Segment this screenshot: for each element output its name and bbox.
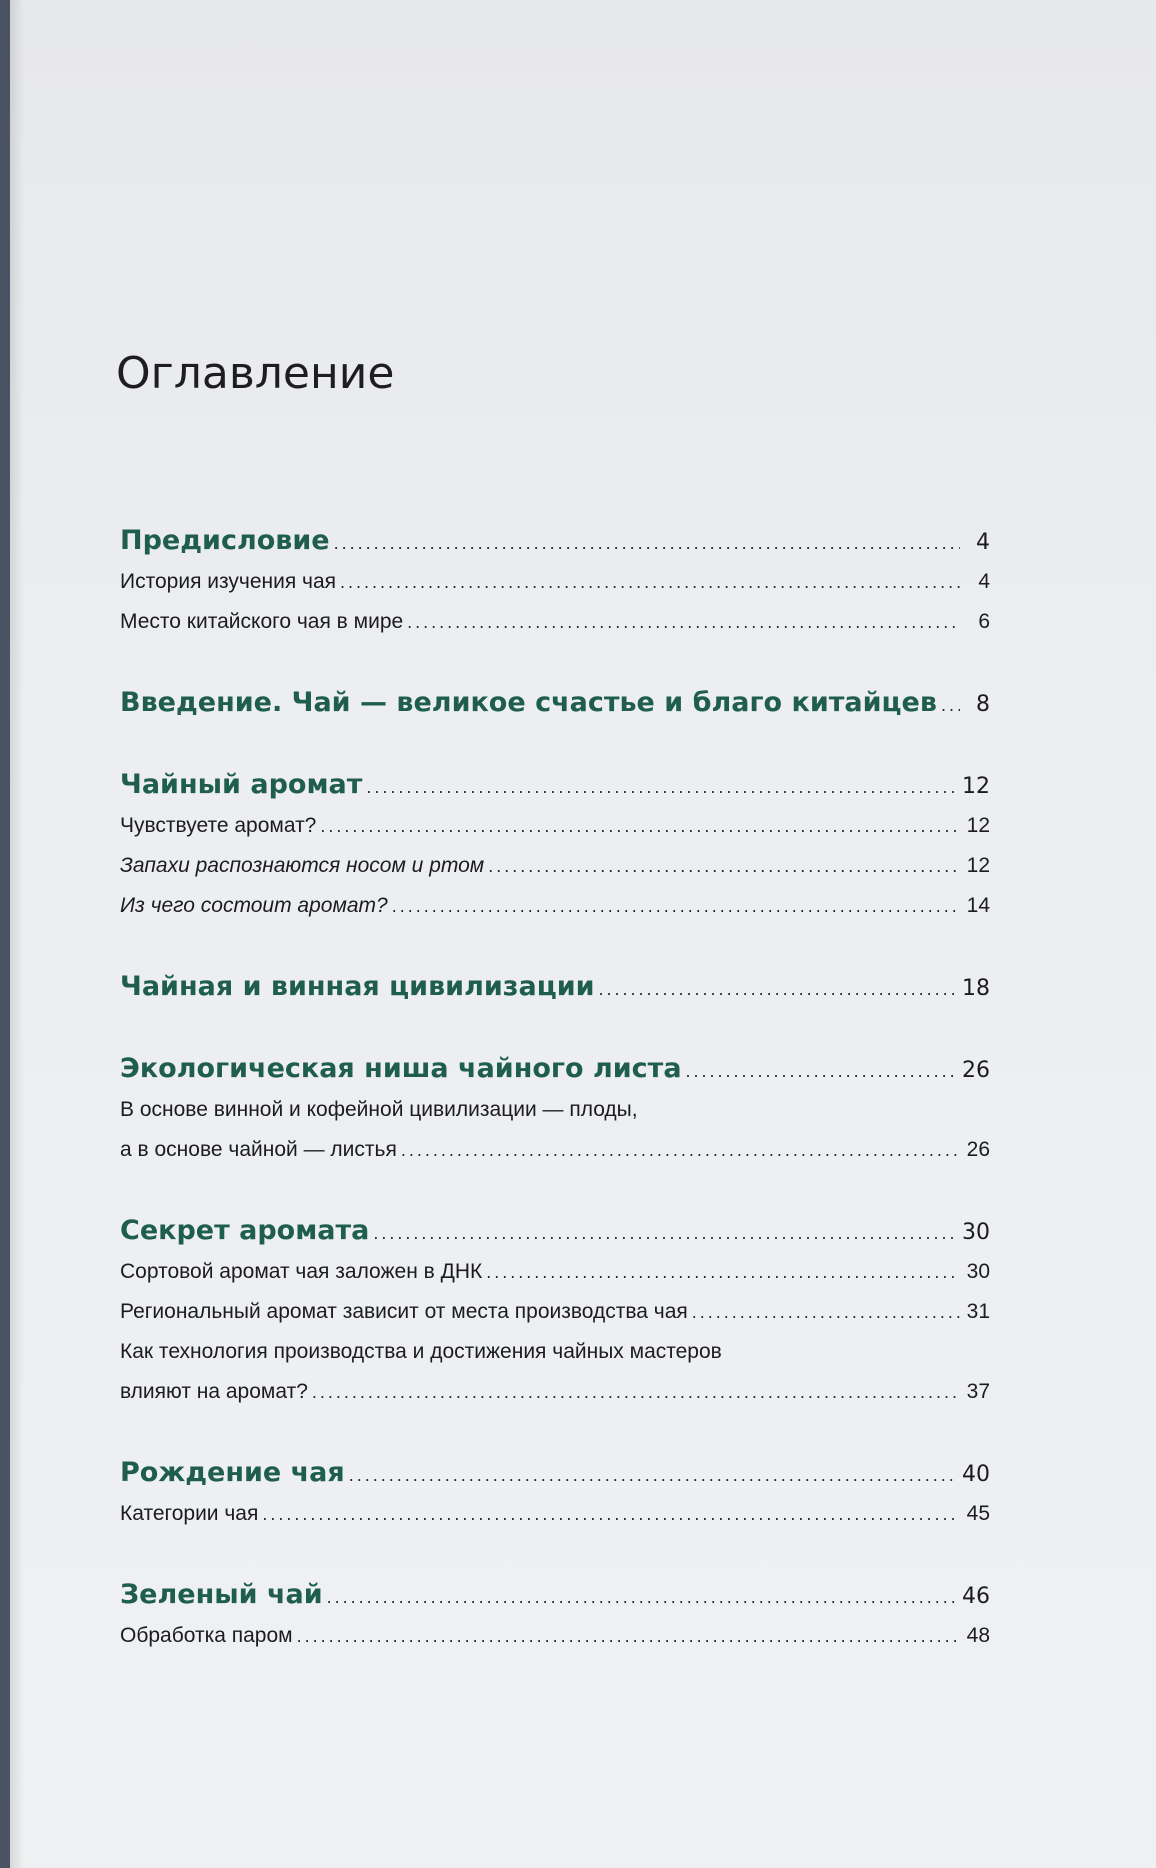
section-title: Чайная и винная цивилизации [120,971,595,1002]
dot-leader [312,1372,960,1412]
page-number: 4 [978,570,990,593]
toc-section [120,764,990,926]
dot-leader [349,1454,958,1496]
book-page [10,0,1156,1868]
section-title: Введение. Чай — великое счастье и благо китайцев [120,687,937,718]
page-number: 26 [966,1138,990,1161]
dot-leader [373,1212,958,1254]
toc-section [120,1452,990,1534]
toc-section [120,682,990,724]
dot-leader [340,562,960,602]
toc-entry[interactable] [120,1130,990,1170]
dot-leader [486,1252,960,1292]
toc-section-heading[interactable] [120,1574,990,1616]
page-number: 26 [962,1058,990,1083]
page-number: 12 [962,774,990,799]
dot-leader [327,1576,958,1618]
entry-title-line2: а в основе чайной — листья [120,1138,397,1161]
page-number: 46 [962,1584,990,1609]
page-edge-shadow [10,0,24,1868]
page-number: 6 [978,610,990,633]
section-title: Рождение чая [120,1457,345,1488]
toc-section [120,1210,990,1412]
toc-section-heading[interactable] [120,966,990,1008]
dot-leader [407,602,960,642]
page-number: 14 [966,894,990,917]
toc-section-heading[interactable] [120,682,990,724]
entry-title: Обработка паром [120,1624,293,1647]
dot-leader [941,684,960,726]
section-title: Чайный аромат [120,769,363,800]
toc-section-heading[interactable] [120,1452,990,1494]
toc-section-heading[interactable] [120,1048,990,1090]
page-number: 8 [976,692,990,717]
page-number: 4 [976,530,990,555]
toc-section-heading[interactable] [120,1210,990,1252]
page-number: 30 [962,1220,990,1245]
entry-title: Из чего состоит аромат? [120,894,388,917]
entry-title: Запахи распознаются носом и ртом [120,854,485,877]
toc-entry[interactable] [120,806,990,846]
section-title: Предисловие [120,525,330,556]
dot-leader [320,806,960,846]
entry-title: Региональный аромат зависит от места производства чая [120,1300,688,1323]
dot-leader [392,886,960,926]
dot-leader [692,1292,960,1332]
toc-entry[interactable] [120,602,990,642]
toc-entry[interactable] [120,1292,990,1332]
toc-entry[interactable] [120,1616,990,1656]
toc-entry[interactable] [120,1252,990,1292]
toc-section-heading[interactable] [120,520,990,562]
dot-leader [366,766,958,808]
section-title: Секрет аромата [120,1215,370,1246]
dot-leader [334,522,960,564]
toc-entry[interactable] [120,562,990,602]
toc-section-heading[interactable] [120,764,990,806]
dot-leader [401,1130,960,1170]
page-number: 45 [966,1502,990,1525]
page-number: 37 [966,1380,990,1403]
entry-title: История изучения чая [120,570,337,593]
page-number: 18 [962,976,990,1001]
page-number: 48 [966,1624,990,1647]
entry-title-line1[interactable]: В основе винной и кофейной цивилизации — плоды, [120,1098,638,1121]
section-title: Зеленый чай [120,1579,323,1610]
dot-leader [297,1616,960,1656]
toc-entry[interactable] [120,846,990,886]
toc-section [120,1574,990,1656]
table-of-contents [120,520,990,1696]
entry-title-line2: влияют на аромат? [120,1380,308,1403]
section-title: Экологическая ниша чайного листа [120,1053,682,1084]
dot-leader [686,1050,958,1092]
toc-entry[interactable] [120,1372,990,1412]
entry-title: Место китайского чая в мире [120,610,404,633]
entry-title: Категории чая [120,1502,259,1525]
page-number: 31 [966,1300,990,1323]
entry-title: Сортовой аромат чая заложен в ДНК [120,1260,483,1283]
dot-leader [262,1494,960,1534]
entry-title: Чувствуете аромат? [120,814,317,837]
toc-section [120,966,990,1008]
toc-section [120,520,990,642]
entry-title-line1[interactable]: Как технология производства и достижения чайных мастеров [120,1340,722,1363]
dot-leader [599,968,958,1010]
toc-section [120,1048,990,1170]
page-number: 12 [966,814,990,837]
page-number: 40 [962,1462,990,1487]
dot-leader [488,846,960,886]
page-number: 12 [966,854,990,877]
page-title: Оглавление [116,348,395,399]
toc-entry[interactable] [120,886,990,926]
toc-entry[interactable] [120,1494,990,1534]
page-number: 30 [966,1260,990,1283]
